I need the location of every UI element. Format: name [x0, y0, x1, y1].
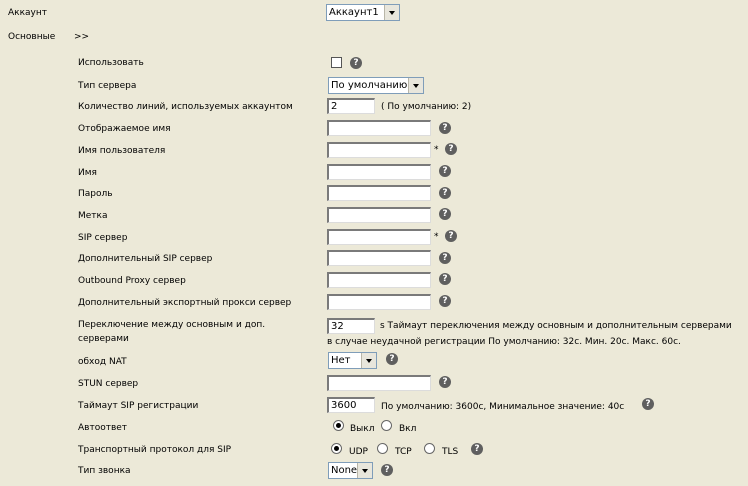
tag-input[interactable]: [327, 207, 431, 223]
auto-answer-off-label: Выкл: [350, 424, 375, 434]
auto-answer-off-radio[interactable]: [333, 420, 344, 431]
ring-type-value: None: [331, 465, 358, 476]
ring-type-select[interactable]: [328, 462, 373, 479]
password-input[interactable]: [327, 185, 431, 201]
auto-answer-on-label: Вкл: [399, 424, 417, 434]
chevron-down-icon: [361, 353, 376, 368]
server-type-value: По умолчанию: [331, 80, 408, 91]
reg-timeout-label: Таймаут SIP регистрации: [78, 401, 199, 411]
transport-udp-label: UDP: [349, 447, 368, 457]
account-label: Аккаунт: [8, 8, 47, 18]
account-select-value: Аккаунт1: [329, 7, 379, 18]
reg-timeout-hint: По умолчанию: 3600с, Минимальное значение: 40с: [381, 402, 625, 412]
tag-label: Метка: [78, 211, 108, 221]
lines-hint: ( По умолчанию: 2): [381, 102, 472, 112]
sip-server-label: SIP сервер: [78, 233, 128, 243]
use-label: Использовать: [78, 58, 144, 68]
username-label: Имя пользователя: [78, 146, 166, 156]
use-checkbox[interactable]: [331, 57, 342, 68]
help-icon[interactable]: ?: [642, 398, 654, 410]
help-icon[interactable]: ?: [445, 143, 457, 155]
failover-hint-line1: s Таймаут переключения между основным и дополнительным серверами: [380, 321, 732, 331]
transport-tls-radio[interactable]: [424, 443, 435, 454]
nat-select[interactable]: [328, 352, 377, 369]
outbound-proxy2-input[interactable]: [327, 294, 431, 310]
help-icon[interactable]: ?: [439, 208, 451, 220]
account-select[interactable]: [326, 4, 400, 21]
chevron-down-icon: [357, 463, 372, 478]
help-icon[interactable]: ?: [439, 122, 451, 134]
auto-answer-on-radio[interactable]: [381, 420, 392, 431]
help-icon[interactable]: ?: [471, 443, 483, 455]
username-input[interactable]: [327, 142, 431, 158]
outbound-proxy2-label: Дополнительный экспортный прокси сервер: [78, 298, 292, 308]
chevron-down-icon: [408, 78, 423, 93]
nat-label: обход NAT: [78, 357, 127, 367]
transport-label: Транспортный протокол для SIP: [78, 445, 232, 455]
transport-udp-radio[interactable]: [331, 443, 342, 454]
failover-input[interactable]: 32: [327, 318, 375, 334]
failover-label-line2: серверами: [78, 334, 129, 344]
section-label: Основные: [8, 32, 56, 42]
chevron-down-icon: [384, 5, 399, 20]
stun-input[interactable]: [327, 375, 431, 391]
nat-select-value: Нет: [331, 355, 351, 366]
name-input[interactable]: [327, 164, 431, 180]
stun-label: STUN сервер: [78, 379, 139, 389]
help-icon[interactable]: ?: [439, 273, 451, 285]
required-mark: *: [434, 145, 439, 155]
sip-server-input[interactable]: [327, 229, 431, 245]
reg-timeout-input[interactable]: 3600: [327, 397, 375, 413]
failover-hint-line2: в случае неудачной регистрации По умолчанию: 32с. Мин. 20с. Макс. 60с.: [327, 337, 681, 347]
server-type-label: Тип сервера: [78, 81, 137, 91]
outbound-proxy-label: Outbound Proxy сервер: [78, 276, 186, 286]
password-label: Пароль: [78, 189, 113, 199]
auto-answer-label: Автоответ: [78, 423, 128, 433]
transport-tcp-label: TCP: [395, 447, 412, 457]
server-type-select[interactable]: [328, 77, 424, 94]
sip-server2-input[interactable]: [327, 250, 431, 266]
help-icon[interactable]: ?: [439, 187, 451, 199]
transport-tls-label: TLS: [442, 447, 459, 457]
help-icon[interactable]: ?: [445, 230, 457, 242]
help-icon[interactable]: ?: [386, 353, 398, 365]
required-mark: *: [434, 232, 439, 242]
help-icon[interactable]: ?: [439, 252, 451, 264]
outbound-proxy-input[interactable]: [327, 272, 431, 288]
display-name-label: Отображаемое имя: [78, 124, 171, 134]
lines-label: Количество линий, используемых аккаунтом: [78, 102, 293, 112]
sip-server2-label: Дополнительный SIP сервер: [78, 254, 213, 264]
ring-type-label: Тип звонка: [78, 466, 131, 476]
section-toggle-link[interactable]: >>: [74, 32, 90, 42]
help-icon[interactable]: ?: [439, 376, 451, 388]
transport-tcp-radio[interactable]: [377, 443, 388, 454]
failover-label-line1: Переключение между основным и доп.: [78, 320, 266, 330]
help-icon[interactable]: ?: [439, 165, 451, 177]
help-icon[interactable]: ?: [439, 295, 451, 307]
display-name-input[interactable]: [327, 120, 431, 136]
help-icon[interactable]: ?: [381, 464, 393, 476]
name-label: Имя: [78, 168, 97, 178]
help-icon[interactable]: ?: [350, 57, 362, 69]
lines-input[interactable]: 2: [327, 98, 375, 114]
